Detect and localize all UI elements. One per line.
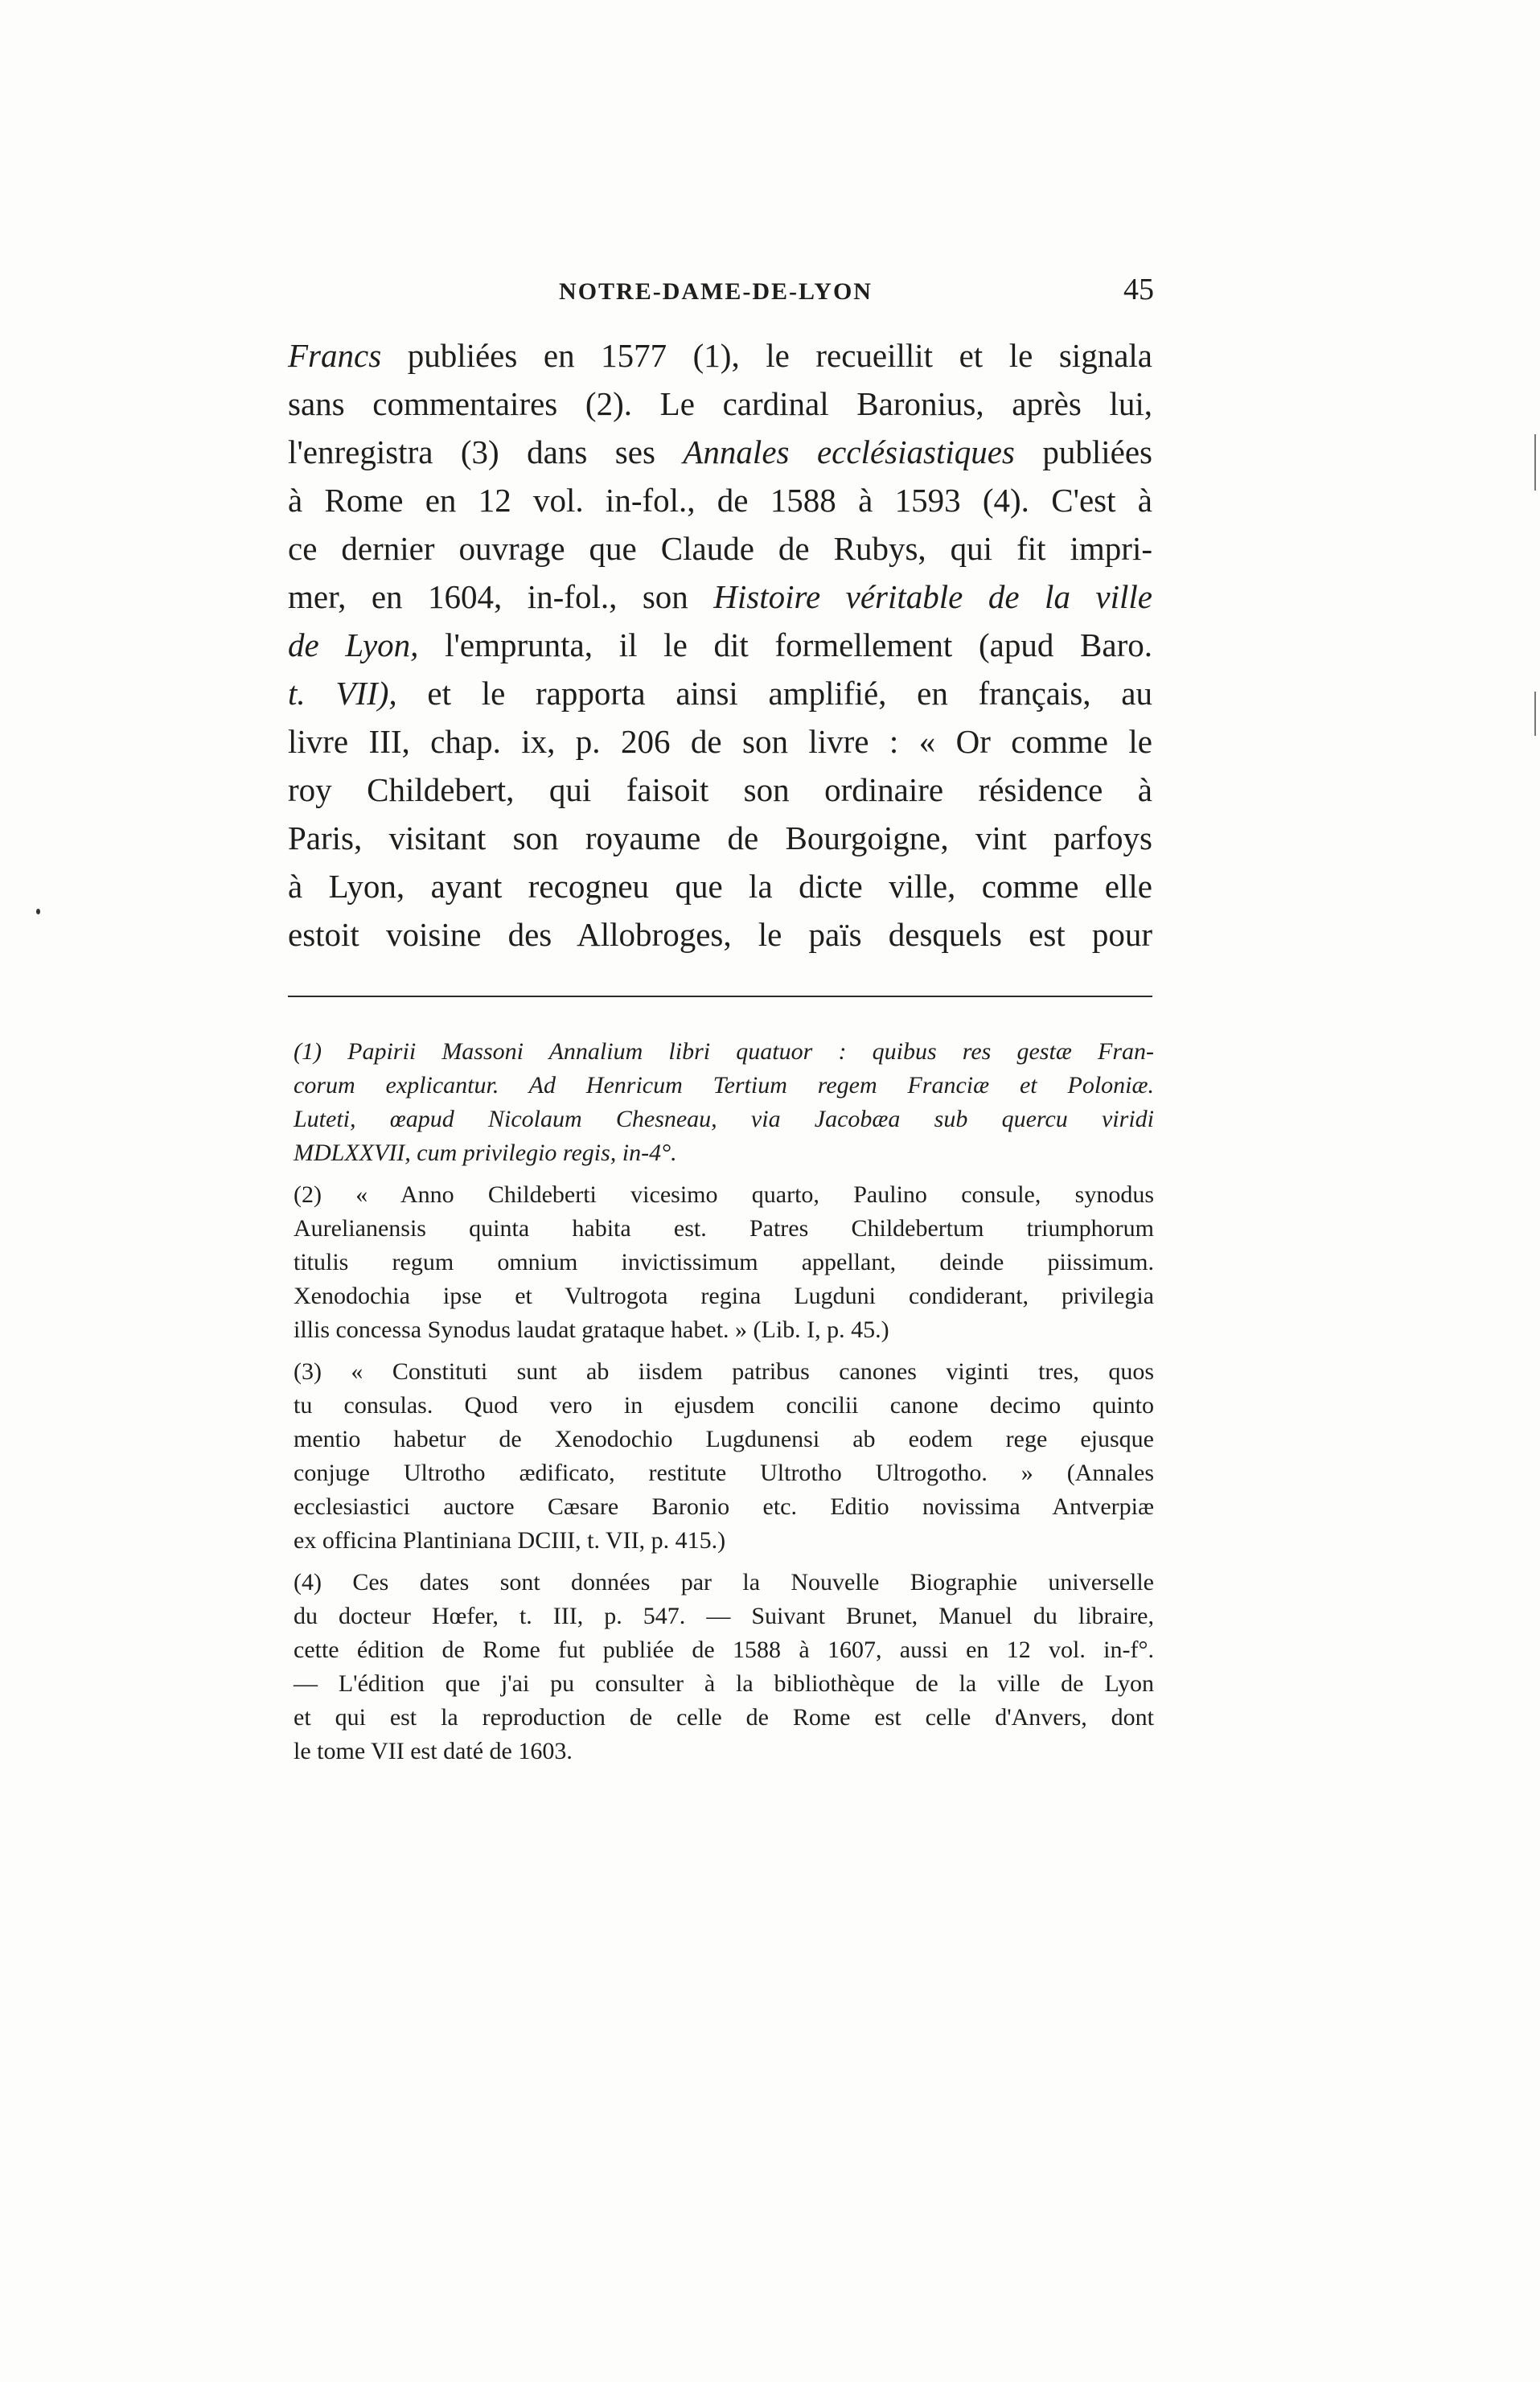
footnote-line: et qui est la reproduction de celle de Rome est celle d'Anvers, dont: [294, 1704, 1154, 1731]
text-line: de Lyon, l'emprunta, il le dit formellement (apud Baro.: [288, 626, 1152, 663]
main-text: [288, 331, 1152, 959]
footnote-2: [294, 1178, 1154, 1347]
text-line: à Lyon, ayant recogneu que la dicte ville, comme elle: [288, 868, 1152, 905]
text-line: l'enregistra (3) dans ses Annales ecclésiastiques publiées: [288, 433, 1152, 470]
text-line: ce dernier ouvrage que Claude de Rubys, qui fit impri-: [288, 530, 1152, 567]
footnote-line: mentio habetur de Xenodochio Lugdunensi ab eodem rege ejusque: [294, 1426, 1154, 1452]
footnote-line: du docteur Hœfer, t. III, p. 547. — Suivant Brunet, Manuel du libraire,: [294, 1603, 1154, 1629]
footnote-line: titulis regum omnium invictissimum appellant, deinde piissimum.: [294, 1249, 1154, 1275]
footnote-line: (2) « Anno Childeberti vicesimo quarto, Paulino consule, synodus: [294, 1181, 1154, 1208]
text-line: livre III, chap. ix, p. 206 de son livre : « Or comme le: [288, 723, 1152, 760]
text-line: sans commentaires (2). Le cardinal Baronius, après lui,: [288, 385, 1152, 422]
text-line: t. VII), et le rapporta ainsi amplifié, en français, au: [288, 675, 1152, 712]
footnote-divider: [288, 996, 1152, 997]
footnote-line: illis concessa Synodus laudat grataque habet. » (Lib. I, p. 45.): [294, 1316, 889, 1343]
page-number: 45: [1123, 273, 1154, 306]
running-header: [277, 272, 1154, 320]
footnote-4: [294, 1566, 1154, 1768]
footnote-line: (3) « Constituti sunt ab iisdem patribus canones viginti tres, quos: [294, 1358, 1154, 1385]
footnote-line: conjuge Ultrotho ædificato, restitute Ultrotho Ultrogotho. » (Annales: [294, 1460, 1154, 1486]
footnote-line: ex officina Plantiniana DCIII, t. VII, p. 415.): [294, 1527, 726, 1554]
footnote-line: (1) Papirii Massoni Annalium libri quatuor : quibus res gestæ Fran-: [294, 1038, 1154, 1065]
footnote-line: MDLXXVII, cum privilegio regis, in-4°.: [294, 1140, 677, 1166]
footnote-line: le tome VII est daté de 1603.: [294, 1738, 573, 1764]
footnote-line: corum explicantur. Ad Henricum Tertium regem Franciæ et Poloniæ.: [294, 1072, 1154, 1099]
footnotes: [294, 1035, 1154, 1768]
footnote-1: [294, 1035, 1154, 1170]
text-line: à Rome en 12 vol. in-fol., de 1588 à 1593 (4). C'est à: [288, 482, 1152, 519]
text-line: Paris, visitant son royaume de Bourgoigne, vint parfoys: [288, 819, 1152, 856]
scan-edge-mark: [1534, 434, 1536, 491]
footnote-3: [294, 1355, 1154, 1558]
margin-speck: [36, 909, 40, 914]
footnote-line: tu consulas. Quod vero in ejusdem concilii canone decimo quinto: [294, 1392, 1154, 1419]
scan-edge-mark: [1534, 692, 1536, 736]
footnote-line: ecclesiastici auctore Cæsare Baronio etc. Editio novissima Antverpiæ: [294, 1493, 1154, 1520]
footnote-line: (4) Ces dates sont données par la Nouvelle Biographie universelle: [294, 1569, 1154, 1596]
footnote-line: Luteti, œapud Nicolaum Chesneau, via Jacobæa sub quercu viridi: [294, 1106, 1154, 1132]
footnote-line: Xenodochia ipse et Vultrogota regina Lugduni condiderant, privilegia: [294, 1283, 1154, 1309]
footnote-line: cette édition de Rome fut publiée de 1588 à 1607, aussi en 12 vol. in-f°.: [294, 1637, 1154, 1663]
running-title: NOTRE-DAME-DE-LYON: [559, 278, 873, 305]
footnote-line: — L'édition que j'ai pu consulter à la bibliothèque de la ville de Lyon: [294, 1670, 1154, 1697]
text-line: Francs publiées en 1577 (1), le recueillit et le signala: [288, 337, 1152, 374]
text-line: estoit voisine des Allobroges, le païs desquels est pour: [288, 916, 1152, 953]
footnote-line: Aurelianensis quinta habita est. Patres Childebertum triumphorum: [294, 1215, 1154, 1242]
text-line: roy Childebert, qui faisoit son ordinaire résidence à: [288, 771, 1152, 808]
text-line: mer, en 1604, in-fol., son Histoire véritable de la ville: [288, 578, 1153, 615]
